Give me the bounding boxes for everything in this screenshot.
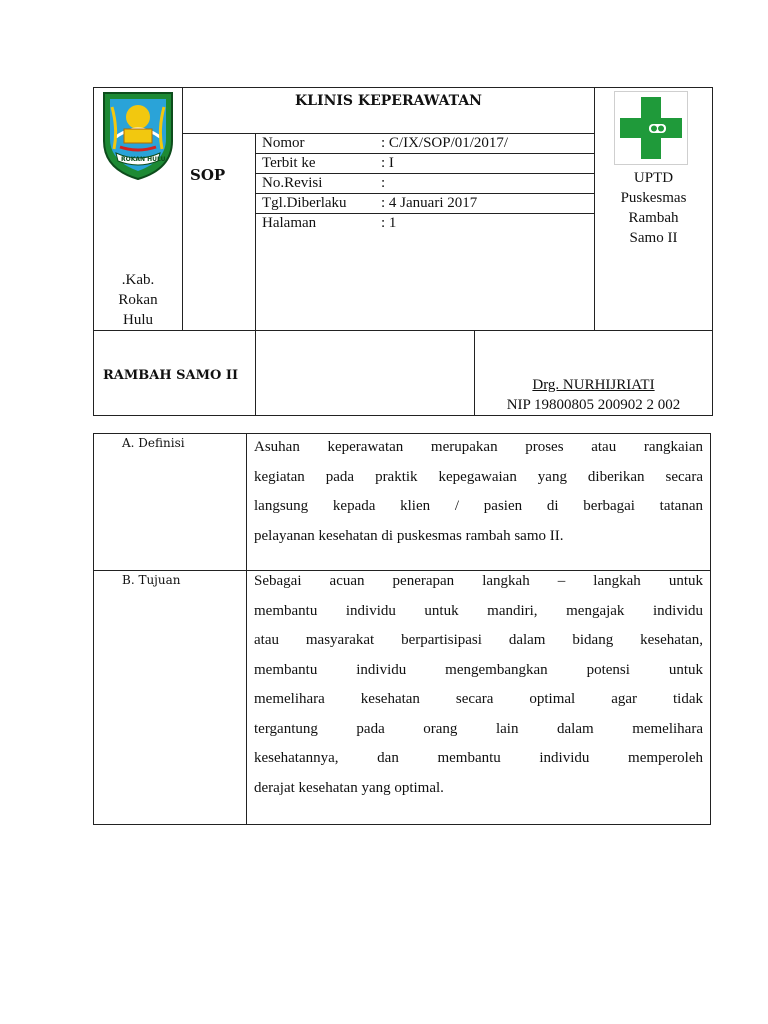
signatory-name: Drg. NURHIJRIATI xyxy=(532,377,655,393)
page-title: KLINIS KEPERAWATAN xyxy=(295,93,482,109)
tujuan-line: Sebagai acuan penerapan langkah – langkah untuk xyxy=(254,573,703,589)
rokan-hulu-logo xyxy=(98,89,178,181)
puskesmas-cross-icon xyxy=(614,91,688,165)
doc-type-label: SOP xyxy=(190,166,226,184)
meta-value-terbit: : I xyxy=(381,155,394,171)
meta-label-revisi: No.Revisi xyxy=(262,175,323,191)
tujuan-line: membantu individu mengembangkan potensi untuk xyxy=(254,661,703,678)
tujuan-line: kesehatannya, dan membantu individu memperoleh xyxy=(254,750,703,766)
region-label: .Kab. Rokan Hulu xyxy=(118,272,158,328)
tujuan-line: derajat kesehatan yang optimal. xyxy=(254,779,444,796)
meta-label-nomor: Nomor xyxy=(262,135,305,151)
tujuan-line: atau masyarakat berpartisipasi dalam bidang kesehatan, xyxy=(254,632,703,648)
definisi-line: pelayanan kesehatan di puskesmas rambah samo II. xyxy=(254,527,564,544)
meta-label-halaman: Halaman xyxy=(262,215,317,231)
meta-value-halaman: : 1 xyxy=(381,215,397,231)
signatory-nip: NIP 19800805 200902 2 002 xyxy=(506,397,681,413)
meta-label-tgl: Tgl.Diberlaku xyxy=(262,195,347,211)
meta-label-terbit: Terbit ke xyxy=(262,155,316,171)
definisi-line: Asuhan keperawatan merupakan proses atau rangkaian xyxy=(254,439,703,455)
tujuan-line: tergantung pada orang lain dalam memelihara xyxy=(254,720,703,737)
tujuan-line: memelihara kesehatan secara optimal agar tidak xyxy=(254,691,703,707)
tujuan-line: membantu individu untuk mandiri, mengajak individu xyxy=(254,602,703,619)
section-label-tujuan: B. Tujuan xyxy=(122,573,181,587)
meta-value-revisi: : xyxy=(381,175,386,191)
definisi-line: kegiatan pada praktik kepegawaian yang diberikan secara xyxy=(254,468,703,485)
unit-name: RAMBAH SAMO II xyxy=(103,368,239,383)
section-body-tujuan xyxy=(254,567,703,803)
definisi-line: langsung kepada klien / pasien di berbagai tatanan xyxy=(254,498,703,514)
org-name: UPTD Puskesmas Rambah Samo II xyxy=(620,170,687,246)
meta-value-nomor: : C/IX/SOP/01/2017/ xyxy=(381,135,509,151)
logo-text: ROKAN HULU xyxy=(121,156,166,163)
meta-value-tgl: : 4 Januari 2017 xyxy=(381,195,478,211)
section-label-definisi: A. Definisi xyxy=(122,436,185,450)
section-body-definisi xyxy=(254,433,703,551)
